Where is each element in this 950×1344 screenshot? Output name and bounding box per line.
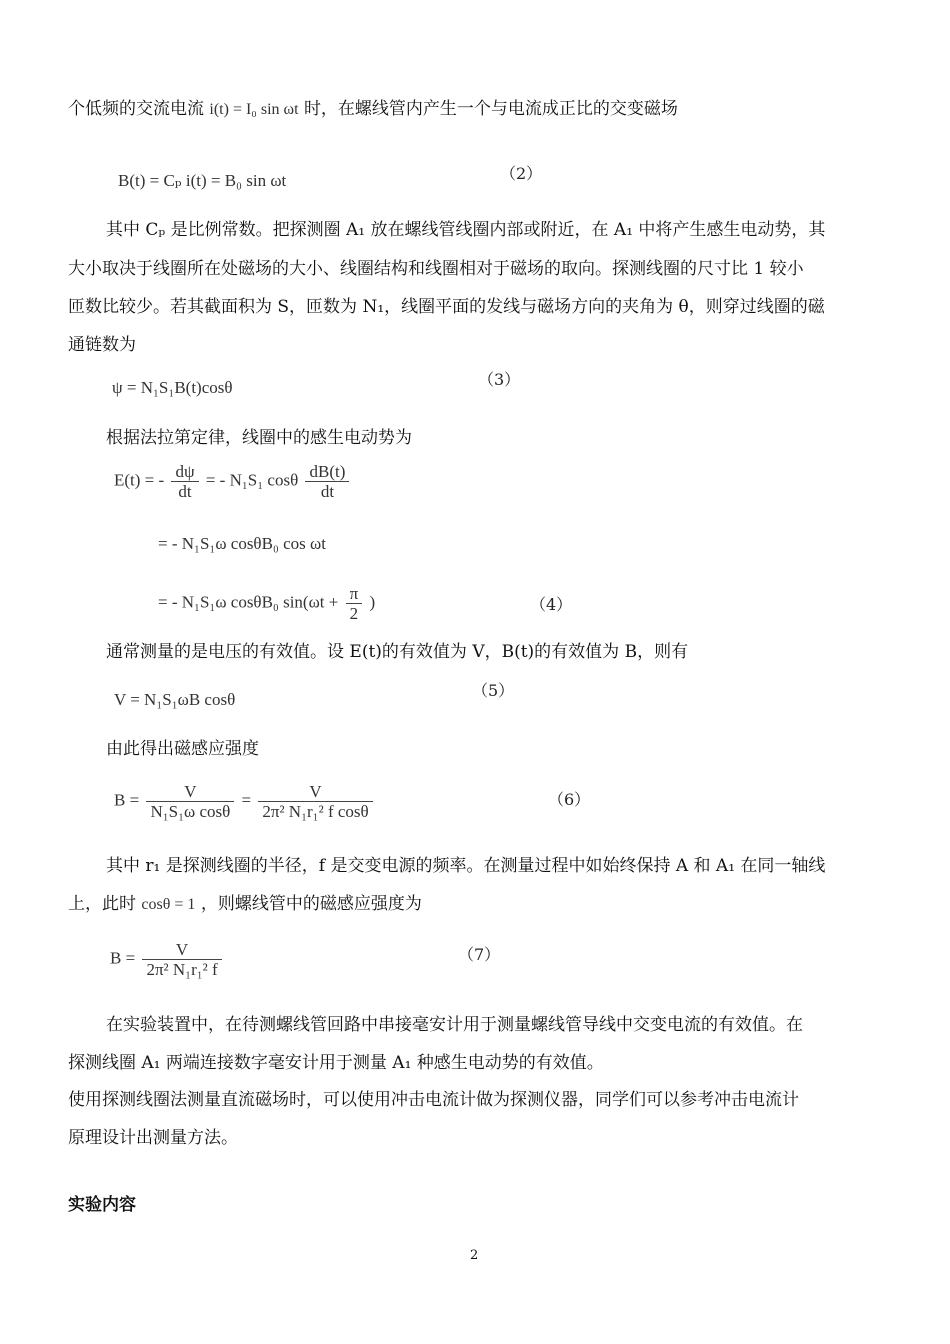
eq6-fraction-2-den: 2π² N₁r₁² f cosθ bbox=[258, 801, 372, 821]
paragraph-2-line-1: 其中 Cₚ 是比例常数。把探测圈 A₁ 放在螺线管线圈内部或附近，在 A₁ 中将产生感生电动势，其 bbox=[106, 220, 826, 240]
paragraph-2-line-3: 匝数比较少。若其截面积为 S，匝数为 N₁，线圈平面的发线与磁场方向的夹角为 θ，则穿过线圈的磁 bbox=[68, 297, 825, 317]
eq4-fraction-2-den: dt bbox=[305, 481, 349, 501]
paragraph-7-line-2: 探测线圈 A₁ 两端连接数字毫安计用于测量 A₁ 种感生电动势的有效值。 bbox=[68, 1053, 604, 1073]
equation-3: ψ = N₁S₁B(t)cosθ bbox=[112, 378, 233, 397]
eq4-lhs: E(t) = - bbox=[114, 470, 165, 490]
equation-6 bbox=[114, 782, 376, 821]
p6-after: ，则螺线管中的磁感应强度为 bbox=[200, 894, 422, 914]
eq4-line-3-b: ) bbox=[369, 592, 376, 612]
paragraph-6-line-2 bbox=[68, 893, 422, 916]
magnetic-induction-text: 由此得出磁感应强度 bbox=[106, 739, 259, 759]
eq4-two: 2 bbox=[346, 603, 363, 623]
eq4-fraction-2-num: dB(t) bbox=[309, 462, 346, 481]
eq4-fraction-1-num: dψ bbox=[175, 462, 195, 481]
eq6-fraction-1-den: N₁S₁ω cosθ bbox=[146, 801, 234, 821]
paragraph-7-line-4: 原理设计出测量方法。 bbox=[68, 1128, 238, 1148]
eq7-lhs: B = bbox=[110, 948, 136, 968]
equation-2: B(t) = Cₚ i(t) = B₀ sin ωt bbox=[118, 171, 287, 190]
intro-before: 个低频的交流电流 bbox=[68, 99, 204, 119]
effective-value-text: 通常测量的是电压的有效值。设 E(t)的有效值为 V，B(t)的有效值为 B，则有 bbox=[106, 642, 689, 662]
eq4-mid: = - N₁S₁ cosθ bbox=[205, 470, 299, 490]
equation-6-number: （6） bbox=[548, 790, 591, 809]
equation-2-number: （2） bbox=[500, 164, 543, 183]
eq4-fraction-1 bbox=[171, 462, 198, 501]
equation-5: V = N₁S₁ωB cosθ bbox=[114, 690, 236, 709]
p6-before: 上，此时 bbox=[68, 894, 136, 914]
cos-theta-formula: cosθ = 1 bbox=[141, 896, 196, 913]
equation-4-number: （4） bbox=[530, 595, 573, 614]
equation-4-line-3 bbox=[158, 584, 375, 623]
eq6-lhs: B = bbox=[114, 790, 140, 810]
eq6-fraction-1 bbox=[146, 782, 234, 821]
paragraph-7-line-1: 在实验装置中，在待测螺线管回路中串接毫安计用于测量螺线管导线中交变电流的有效值。在 bbox=[106, 1015, 803, 1035]
eq4-line-3-a: = - N₁S₁ω cosθB₀ sin(ωt + bbox=[158, 592, 339, 612]
paragraph-2-line-4: 通链数为 bbox=[68, 335, 136, 355]
paragraph-7-line-3: 使用探测线圈法测量直流磁场时，可以使用冲击电流计做为探测仪器，同学们可以参考冲击电流计 bbox=[68, 1090, 799, 1110]
paragraph-2-line-2: 大小取决于线圈所在处磁场的大小、线圈结构和线圈相对于磁场的取向。探测线圈的尺寸比 1 较小 bbox=[68, 259, 804, 279]
eq6-equals: = bbox=[241, 790, 252, 810]
eq7-num: V bbox=[175, 940, 189, 959]
eq4-pi-over-2 bbox=[346, 584, 363, 623]
page-number: 2 bbox=[470, 1248, 479, 1263]
eq4-fraction-1-den: dt bbox=[171, 481, 198, 501]
section-heading: 实验内容 bbox=[68, 1195, 136, 1215]
eq6-fraction-1-num: V bbox=[184, 782, 197, 801]
eq6-fraction-2 bbox=[258, 782, 372, 821]
eq7-fraction bbox=[142, 940, 221, 979]
paragraph-6-line-1: 其中 r₁ 是探测线圈的半径，f 是交变电源的频率。在测量过程中如始终保持 A 和 A₁ 在同一轴线 bbox=[106, 856, 826, 876]
equation-7-number: （7） bbox=[458, 945, 501, 964]
equation-7 bbox=[110, 940, 225, 979]
intro-line bbox=[68, 98, 678, 121]
eq4-pi: π bbox=[349, 584, 359, 603]
intro-after: 时，在螺线管内产生一个与电流成正比的交变磁场 bbox=[303, 99, 678, 119]
equation-4-line-2: = - N₁S₁ω cosθB₀ cos ωt bbox=[158, 534, 326, 553]
eq7-den: 2π² N₁r₁² f bbox=[142, 959, 221, 979]
equation-5-number: （5） bbox=[472, 681, 515, 700]
eq6-fraction-2-num: V bbox=[309, 782, 322, 801]
current-formula: i(t) = I₀ sin ωt bbox=[209, 101, 299, 118]
equation-4-line-1 bbox=[114, 462, 352, 501]
eq4-fraction-2 bbox=[305, 462, 349, 501]
equation-3-number: （3） bbox=[478, 370, 521, 389]
faraday-law-text: 根据法拉第定律，线圈中的感生电动势为 bbox=[106, 428, 412, 448]
